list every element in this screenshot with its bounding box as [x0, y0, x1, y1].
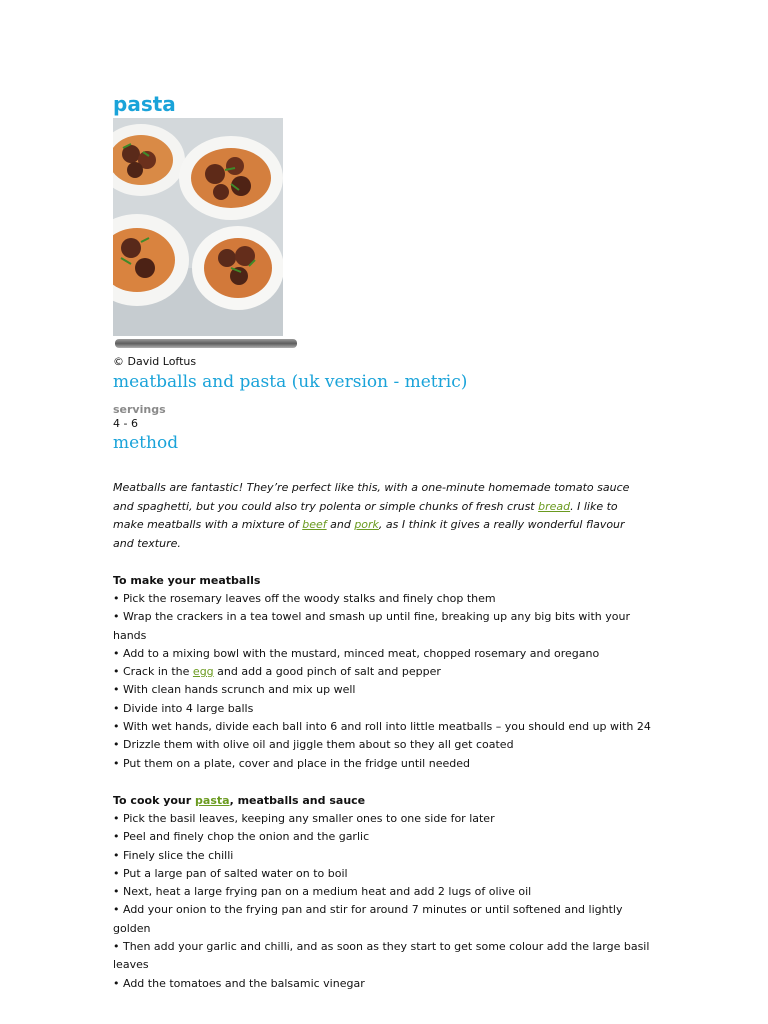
recipe-photo-frame — [113, 118, 299, 354]
beef-link[interactable]: beef — [302, 518, 327, 531]
list-item: • With wet hands, divide each ball into 6 and roll into little meatballs – you should end up with 24 — [113, 720, 651, 734]
list-item: • Finely slice the chilli — [113, 848, 234, 862]
list-item: • Put a large pan of salted water on to boil — [113, 866, 348, 880]
list-item: • With clean hands scrunch and mix up well — [113, 683, 356, 697]
category-heading: pasta — [113, 92, 176, 116]
intro-text-4: , as I think it gives a really wonderful flavour and texture. — [113, 518, 625, 550]
list-item: • Add the tomatoes and the balsamic vinegar — [113, 976, 365, 990]
servings-value: 4 - 6 — [113, 417, 138, 430]
egg-link[interactable]: egg — [192, 665, 214, 679]
servings-label: servings — [113, 403, 166, 416]
list-item: • Pick the rosemary leaves off the woody stalks and finely chop them — [113, 592, 496, 605]
list-item: • Divide into 4 large balls — [113, 701, 254, 715]
egg-step-before: • Crack in the — [113, 665, 193, 679]
list-item — [113, 663, 653, 681]
intro-text-2: . I like to make meatballs with a mixture of — [113, 499, 618, 531]
list-item: • Wrap the crackers in a tea towel and smash up until fine, breaking up any big bits with your hands — [113, 610, 630, 642]
meatballs-steps-list — [113, 590, 653, 773]
recipe-title: meatballs and pasta (uk version - metric) — [113, 372, 468, 392]
intro-text-3: and — [326, 518, 355, 531]
list-item: • Peel and finely chop the onion and the garlic — [113, 830, 370, 844]
list-item: • Drizzle them with olive oil and jiggle them about so they all get coated — [113, 738, 514, 752]
intro-text-1: Meatballs are fantastic! They’re perfect like this, with a one-minute homemade tomato sauce and spaghetti, but you could also try polenta or simple chunks of fresh crust — [113, 481, 630, 513]
meatballs-pasta-photo — [113, 118, 283, 336]
list-item: • Add your onion to the frying pan and stir for around 7 minutes or until softened and lightly golden — [113, 903, 623, 935]
method-heading: method — [113, 433, 179, 453]
list-item: • Next, heat a large frying pan on a medium heat and add 2 lugs of olive oil — [113, 885, 532, 899]
meatballs-section-title: To make your meatballs — [113, 574, 261, 587]
pork-link[interactable]: pork — [354, 518, 379, 531]
photo-illustration — [113, 118, 283, 336]
intro-paragraph — [113, 479, 648, 553]
egg-step-after: and add a good pinch of salt and pepper — [213, 665, 441, 679]
photo-credit: © David Loftus — [113, 355, 197, 368]
cook-steps-list — [113, 810, 653, 993]
photo-shadow-bar — [115, 339, 297, 348]
list-item: • Then add your garlic and chilli, and as soon as they start to get some colour add the large basil leaves — [113, 940, 650, 972]
recipe-page — [113, 90, 653, 993]
cook-section-title — [113, 792, 653, 810]
list-item: • Add to a mixing bowl with the mustard, minced meat, chopped rosemary and oregano — [113, 646, 600, 660]
cook-title-before: To cook your — [113, 793, 196, 807]
bread-link[interactable]: bread — [538, 499, 571, 513]
list-item: • Put them on a plate, cover and place in the fridge until needed — [113, 756, 470, 770]
pasta-link[interactable]: pasta — [195, 793, 230, 807]
cook-title-after: , meatballs and sauce — [229, 793, 366, 807]
list-item: • Pick the basil leaves, keeping any smaller ones to one side for later — [113, 811, 495, 825]
